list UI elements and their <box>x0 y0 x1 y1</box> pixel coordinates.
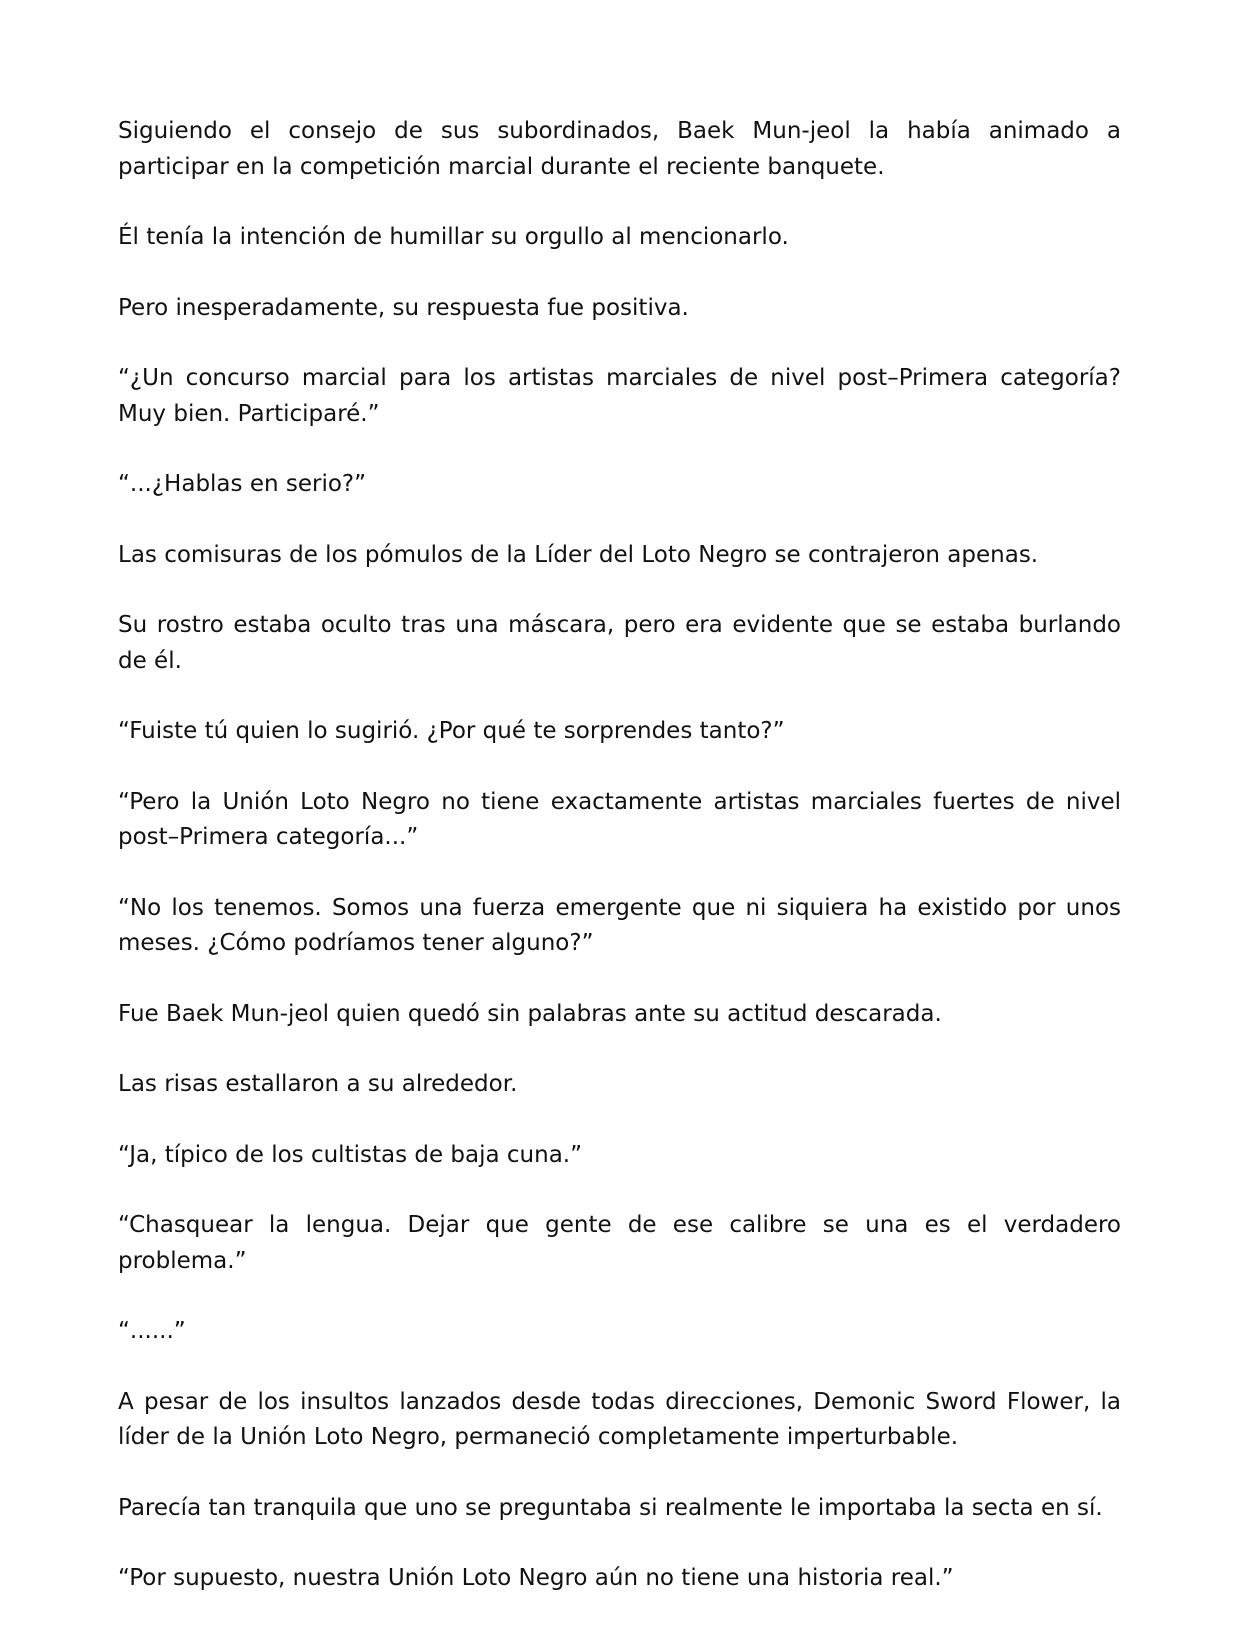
paragraph: Fue Baek Mun-jeol quien quedó sin palabras ante su actitud descarada. <box>118 1000 942 1027</box>
paragraph: “Por supuesto, nuestra Unión Loto Negro aún no tiene una historia real.” <box>118 1565 954 1591</box>
text-body <box>118 114 1121 1632</box>
paragraph: “...¿Hablas en serio?” <box>118 471 367 497</box>
paragraph: Las risas estallaron a su alrededor. <box>118 1071 518 1097</box>
paragraph: Las comisuras de los pómulos de la Líder del Loto Negro se contrajeron apenas. <box>118 541 1039 568</box>
paragraph: “Chasquear la lengua. Dejar que gente de ese calibre se una es el verdadero problema.” <box>118 1212 1121 1274</box>
paragraph: Siguiendo el consejo de sus subordinados, Baek Mun-jeol la había animado a participar en la competición marcial durante el reciente banquete. <box>118 118 1121 180</box>
paragraph: “No los tenemos. Somos una fuerza emergente que ni siquiera ha existido por unos meses. ¿Cómo podríamos tener alguno?” <box>118 894 1121 956</box>
paragraph: Él tenía la intención de humillar su orgullo al mencionarlo. <box>118 224 789 250</box>
paragraph: “......” <box>118 1318 186 1344</box>
paragraph: Pero inesperadamente, su respuesta fue positiva. <box>118 294 689 321</box>
paragraph: Su rostro estaba oculto tras una máscara, pero era evidente que se estaba burlando de él. <box>118 612 1121 674</box>
paragraph: “Fuiste tú quien lo sugirió. ¿Por qué te sorprendes tanto?” <box>118 718 785 744</box>
paragraph: “Pero la Unión Loto Negro no tiene exactamente artistas marciales fuertes de nivel post–Primera categoría...” <box>118 788 1121 850</box>
paragraph: Parecía tan tranquila que uno se preguntaba si realmente le importaba la secta en sí. <box>118 1494 1103 1521</box>
paragraph: “Ja, típico de los cultistas de baja cuna.” <box>118 1141 583 1168</box>
paragraph: “¿Un concurso marcial para los artistas marciales de nivel post–Primera categoría? Muy bien. Participaré.” <box>118 365 1121 427</box>
paragraph: A pesar de los insultos lanzados desde todas direcciones, Demonic Sword Flower, la líder de la Unión Loto Negro, permaneció completamente imperturbable. <box>118 1388 1121 1450</box>
